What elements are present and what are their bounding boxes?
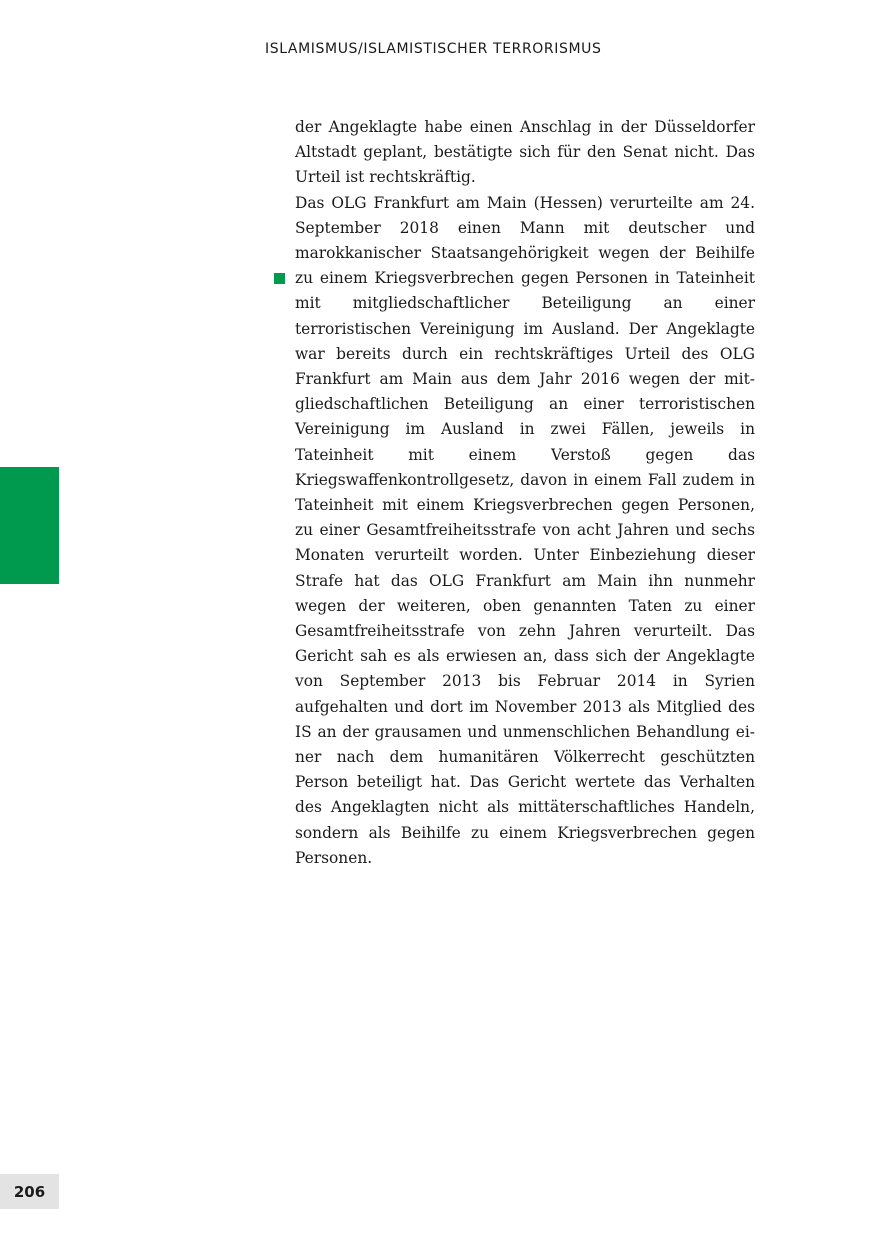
chapter-side-tab [0,467,59,584]
page-number-box [0,1174,59,1209]
running-header: ISLAMISMUS/ISLAMISTISCHER TERRORISMUS [265,41,602,57]
list-item [295,191,755,871]
page-number: 206 [13,1182,46,1201]
continuation-paragraph: der Angeklagte habe einen Anschlag in der Düsseldorfer Altstadt geplant, bestätigte sich für den Senat nicht. Das Urteil ist rechtskräftig. [295,118,755,187]
main-text-column [295,115,755,871]
list-item-text: Das OLG Frankfurt am Main (Hessen) verurteilte am 24. September 2018 einen Mann mit deutscher und marokkanischer Staatsangehörigkeit wegen der Beihilfe zu einem Kriegsverbrechen gegen Personen in Tateinheit mit mitgliedschaftlicher Beteiligung an einer terroristischen Vereinigung im Ausland. Der Angeklagte war bereits durch ein rechtskräftiges Urteil des OLG Frankfurt am Main aus dem Jahr 2016 wegen der mitgliedschaftlichen Beteiligung an einer terroristischen Vereinigung im Ausland in zwei Fällen, jeweils in Tateinheit mit einem Verstoß gegen das Kriegswaffenkontrollgesetz, davon in einem Fall zudem in Tateinheit mit einem Kriegsverbrechen gegen Personen, zu einer Gesamtfreiheitsstrafe von acht Jahren und sechs Monaten verurteilt worden. Unter Einbeziehung dieser Strafe hat das OLG Frankfurt am Main ihn nunmehr wegen der weiteren, oben genannten Taten zu einer Gesamtfreiheitsstrafe von zehn Jahren verurteilt. Das Gericht sah es als erwiesen an, dass sich der Angeklagte von September 2013 bis Februar 2014 in Syrien aufgehalten und dort im November 2013 als Mitglied des IS an der grausamen und unmenschlichen Behandlung einer nach dem humanitären Völkerrecht geschützten Person beteiligt hat. Das Gericht wertete das Verhalten des Angeklagten nicht als mittäterschaftliches Handeln, sondern als Beihilfe zu einem Kriegsverbrechen gegen Personen. [295,193,755,867]
green-square-bullet-icon [274,273,285,284]
